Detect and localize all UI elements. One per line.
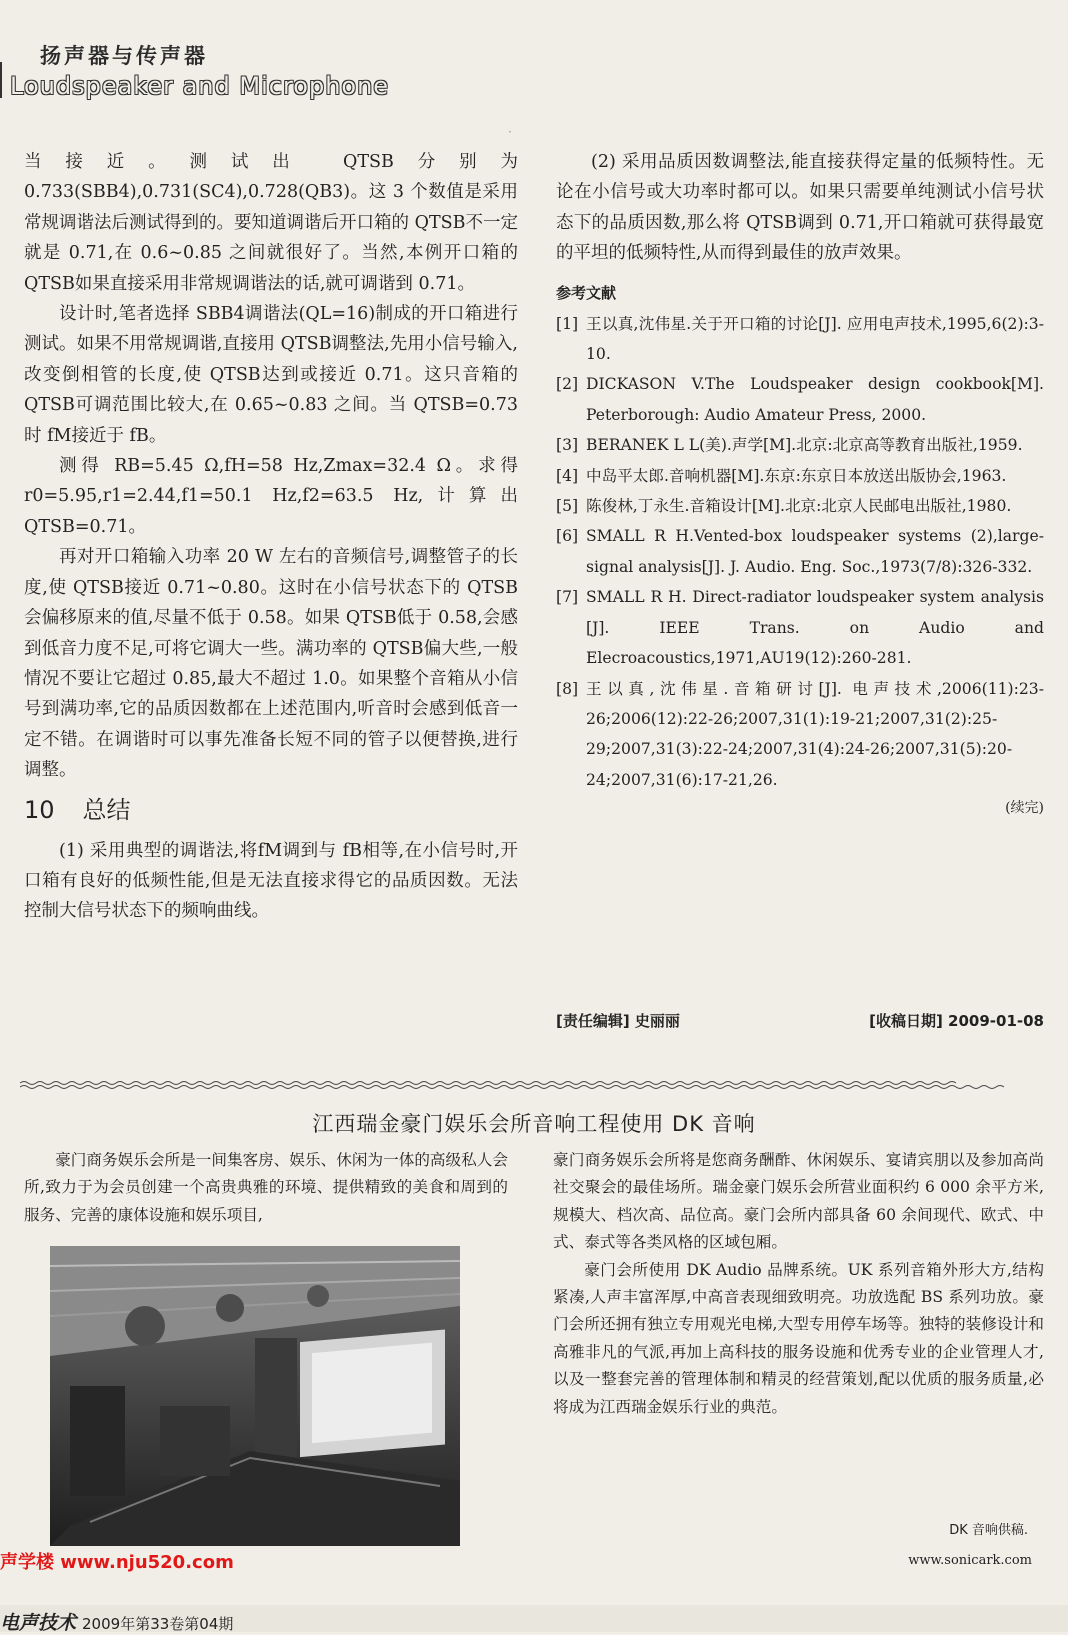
reference-item xyxy=(556,491,1044,521)
paragraph: 设计时,笔者选择 SBB4调谐法(QL=16)制成的开口箱进行测试。如果不用常规调谐,直接用 QTSB调整法,先用小信号输入,改变倒相管的长度,使 QTSB达到或接近 0.71。这只音箱的 QTSB可调范围比较大,在 0.65~0.83 之间。当 QTSB=0.73 时 fM接近于 fB。 xyxy=(24,304,518,446)
ad-credit: DK 音响供稿. xyxy=(949,1523,1028,1538)
journal-section-subtitle: Loudspeaker and Microphone xyxy=(10,72,390,100)
reference-item xyxy=(556,430,1044,460)
reference-text: SMALL R H. Direct-radiator loudspeaker system analysis [J]. IEEE Trans. on Audio and Elecroacoustics,1971,AU19(12):260-281. xyxy=(586,588,1044,668)
reference-number: [7] xyxy=(556,588,579,607)
reference-number: [2] xyxy=(556,375,579,394)
left-column xyxy=(24,147,518,927)
reference-text: SMALL R H.Vented-box loudspeaker systems (2),large-signal analysis[J]. J. Audio. Eng. Soc.,1973(7/8):326-332. xyxy=(586,527,1044,576)
editor-label: [责任编辑] 史丽丽 xyxy=(556,1012,680,1030)
paragraph: 豪门商务娱乐会所是一间集客房、娱乐、休闲为一体的高级私人会所,致力于为会员创建一个高贵典雅的环境、提供精致的美食和周到的服务、完善的康体设施和娱乐项目, xyxy=(24,1151,508,1224)
site-watermark: 声学楼 www.nju520.com xyxy=(0,1552,234,1573)
reference-number: [8] xyxy=(556,679,579,698)
journal-section-title: 扬声器与传声器 xyxy=(40,44,208,68)
reference-text: 陈俊林,丁永生.音箱设计[M].北京:北京人民邮电出版社,1980. xyxy=(586,497,1012,516)
paragraph: 当接近。测试出 QTSB分别为 0.733(SBB4),0.731(SC4),0.728(QB3)。这 3 个数值是采用常规调谐法后测试得到的。要知道调谐后开口箱的 QTSB不一定就是 0.71,在 0.6~0.85 之间就很好了。当然,本例开口箱的 QTSB如果直接采用非常规调谐法的话,就可调谐到 0.71。 xyxy=(24,152,518,294)
received-date: [收稿日期] 2009-01-08 xyxy=(869,1012,1044,1030)
section-number: 10 xyxy=(24,795,55,824)
reference-item xyxy=(556,674,1044,796)
paragraph: 豪门商务娱乐会所将是您商务酬酢、休闲娱乐、宴请宾朋以及参加高尚社交聚会的最佳场所。瑞金豪门娱乐会所营业面积约 6 000 余平方米,规模大、档次高、品位高。豪门会所内部具备 60 余间现代、欧式、中式、泰式等各类风格的区域包厢。 xyxy=(553,1151,1044,1252)
references-list xyxy=(556,309,1044,796)
section-heading xyxy=(24,792,518,828)
ad-right-column xyxy=(553,1147,1044,1421)
reference-number: [6] xyxy=(556,527,579,546)
end-mark: (续完) xyxy=(1005,800,1044,817)
wavy-divider xyxy=(20,1080,1045,1090)
reference-number: [1] xyxy=(556,314,579,333)
paragraph: (1) 采用典型的调谐法,将fM调到与 fB相等,在小信号时,开口箱有良好的低频性能,但是无法直接求得它的品质因数。无法控制大信号状态下的频响曲线。 xyxy=(24,840,518,922)
reference-text: DICKASON V.The Loudspeaker design cookbook[M]. Peterborough: Audio Amateur Press, 2000. xyxy=(586,375,1044,424)
page-mark: · xyxy=(508,125,512,139)
section-title: 总结 xyxy=(82,795,131,824)
ad-left-column xyxy=(24,1147,508,1229)
reference-number: [3] xyxy=(556,436,579,455)
reference-item xyxy=(556,369,1044,430)
paragraph: (2) 采用品质因数调整法,能直接获得定量的低频特性。无论在小信号或大功率时都可以。如果只需要单纯测试小信号状态下的品质因数,那么将 QTSB调到 0.71,开口箱就可获得最宽的平坦的低频特性,从而得到最佳的放声效果。 xyxy=(556,152,1044,264)
venue-photo xyxy=(50,1246,460,1546)
editorial-info xyxy=(556,1010,1044,1031)
reference-text: 中岛平太郎.音响机器[M].东京:东京日本放送出版协会,1963. xyxy=(586,466,1007,485)
footer xyxy=(0,1608,233,1635)
reference-item xyxy=(556,521,1044,582)
paragraph: 再对开口箱输入功率 20 W 左右的音频信号,调整管子的长度,使 QTSB接近 0.71~0.80。这时在小信号状态下的 QTSB会偏移原来的值,尽量不低于 0.58。如果 QTSB低于 0.58,会感到低音力度不足,可将它调大一些。满功率的 QTSB偏大些,一般情况不要让它超过 0.85,最大不超过 1.0。如果整个音箱从小信号到满功率,它的品质因数都在上述范围内,听音时会感到低音一定不错。在调谐时可以事先准备长短不同的管子以便替换,进行调整。 xyxy=(24,547,518,781)
right-column xyxy=(556,147,1044,819)
reference-text: 王以真,沈伟星.关于开口箱的讨论[J]. 应用电声技术,1995,6(2):3-10. xyxy=(586,314,1044,364)
journal-name: 电声技术 xyxy=(0,1612,77,1634)
reference-item xyxy=(556,582,1044,673)
ad-url[interactable]: www.sonicark.com xyxy=(908,1553,1032,1568)
reference-item xyxy=(556,461,1044,491)
paragraph: 测得 RB=5.45 Ω,fH=58 Hz,Zmax=32.4 Ω。求得 r0=5.95,r1=2.44,f1=50.1 Hz,f2=63.5 Hz,计算出 QTSB=0.71。 xyxy=(24,456,518,537)
ad-title: 江西瑞金豪门娱乐会所音响工程使用 DK 音响 xyxy=(312,1112,756,1136)
header-rule xyxy=(0,62,8,98)
references-heading: 参考文献 xyxy=(556,283,617,302)
reference-text: BERANEK L L(美).声学[M].北京:北京高等教育出版社,1959. xyxy=(586,436,1023,455)
reference-number: [5] xyxy=(556,497,579,516)
paragraph: 豪门会所使用 DK Audio 品牌系统。UK 系列音箱外形大方,结构紧凑,人声丰富浑厚,中高音表现细致明亮。功放选配 BS 系列功放。豪门会所还拥有独立专用观光电梯,大型专用停车场等。独特的装修设计和高雅非凡的气派,再加上高科技的服务设施和优秀专业的企业管理人才,以及一整套完善的管理体制和精灵的经营策划,配以优质的服务质量,必将成为江西瑞金娱乐行业的典范。 xyxy=(553,1260,1044,1416)
reference-text: 王以真,沈伟星.音箱研讨[J]. 电声技术,2006(11):23-26;2006(12):22-26;2007,31(1):19-21;2007,31(2):25-29;2007,31(3):22-24;2007,31(4):24-26;2007,31(5):20-24;2007,31(6):17-21,26. xyxy=(586,679,1044,789)
issue-info: 2009年第33卷第04期 xyxy=(82,1615,234,1633)
reference-number: [4] xyxy=(556,466,579,485)
reference-item xyxy=(556,309,1044,370)
